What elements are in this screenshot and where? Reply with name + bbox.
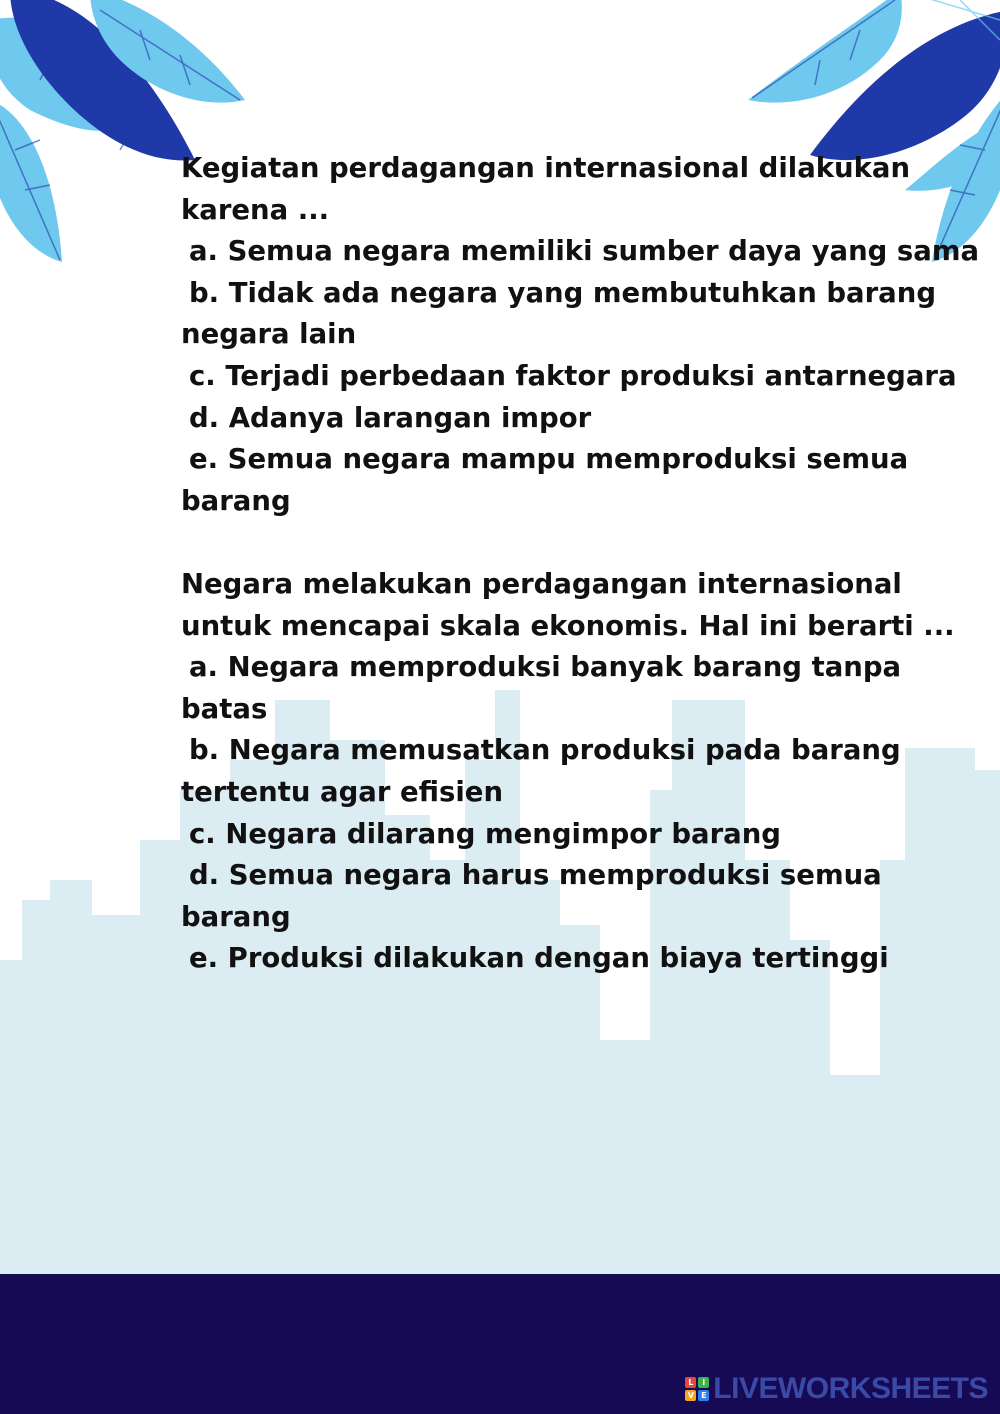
question-1 [181, 148, 981, 522]
answer-option-d[interactable]: d. Adanya larangan impor [189, 401, 592, 434]
question-2 [181, 564, 981, 980]
liveworksheets-brand[interactable] [685, 1372, 988, 1406]
answer-option-d-continued[interactable]: barang [181, 900, 291, 933]
logo-tile: L [685, 1377, 696, 1388]
answer-option-d[interactable]: d. Semua negara harus memproduksi semua [189, 859, 882, 892]
question-stem-line: karena ... [181, 193, 330, 226]
answer-option-e[interactable]: e. Produksi dilakukan dengan biaya tertinggi [189, 942, 889, 975]
answer-option-b-continued[interactable]: negara lain [181, 318, 357, 351]
logo-tile: I [698, 1377, 709, 1388]
answer-option-e[interactable]: e. Semua negara mampu memproduksi semua [189, 443, 909, 476]
worksheet-content [181, 148, 981, 980]
answer-option-a[interactable]: a. Negara memproduksi banyak barang tanpa [189, 651, 902, 684]
answer-option-b-continued[interactable]: tertentu agar efisien [181, 775, 504, 808]
brand-name: LIVEWORKSHEETS [713, 1372, 988, 1405]
logo-tile: E [698, 1390, 709, 1401]
answer-option-a-continued[interactable]: batas [181, 692, 268, 725]
question-stem-line: Negara melakukan perdagangan internasional [181, 567, 902, 600]
answer-option-c[interactable]: c. Terjadi perbedaan faktor produksi antarnegara [189, 359, 957, 392]
answer-option-b[interactable]: b. Tidak ada negara yang membutuhkan barang [189, 276, 936, 309]
answer-option-a[interactable]: a. Semua negara memiliki sumber daya yang sama [189, 235, 980, 268]
liveworksheets-logo-icon [685, 1377, 709, 1401]
question-stem-line: Kegiatan perdagangan internasional dilakukan [181, 152, 911, 184]
logo-tile: V [685, 1390, 696, 1401]
question-stem-line: untuk mencapai skala ekonomis. Hal ini berarti ... [181, 609, 955, 642]
answer-option-e-continued[interactable]: barang [181, 484, 291, 517]
footer-band [0, 1274, 1000, 1414]
answer-option-c[interactable]: c. Negara dilarang mengimpor barang [189, 817, 781, 850]
answer-option-b[interactable]: b. Negara memusatkan produksi pada barang [189, 734, 901, 767]
